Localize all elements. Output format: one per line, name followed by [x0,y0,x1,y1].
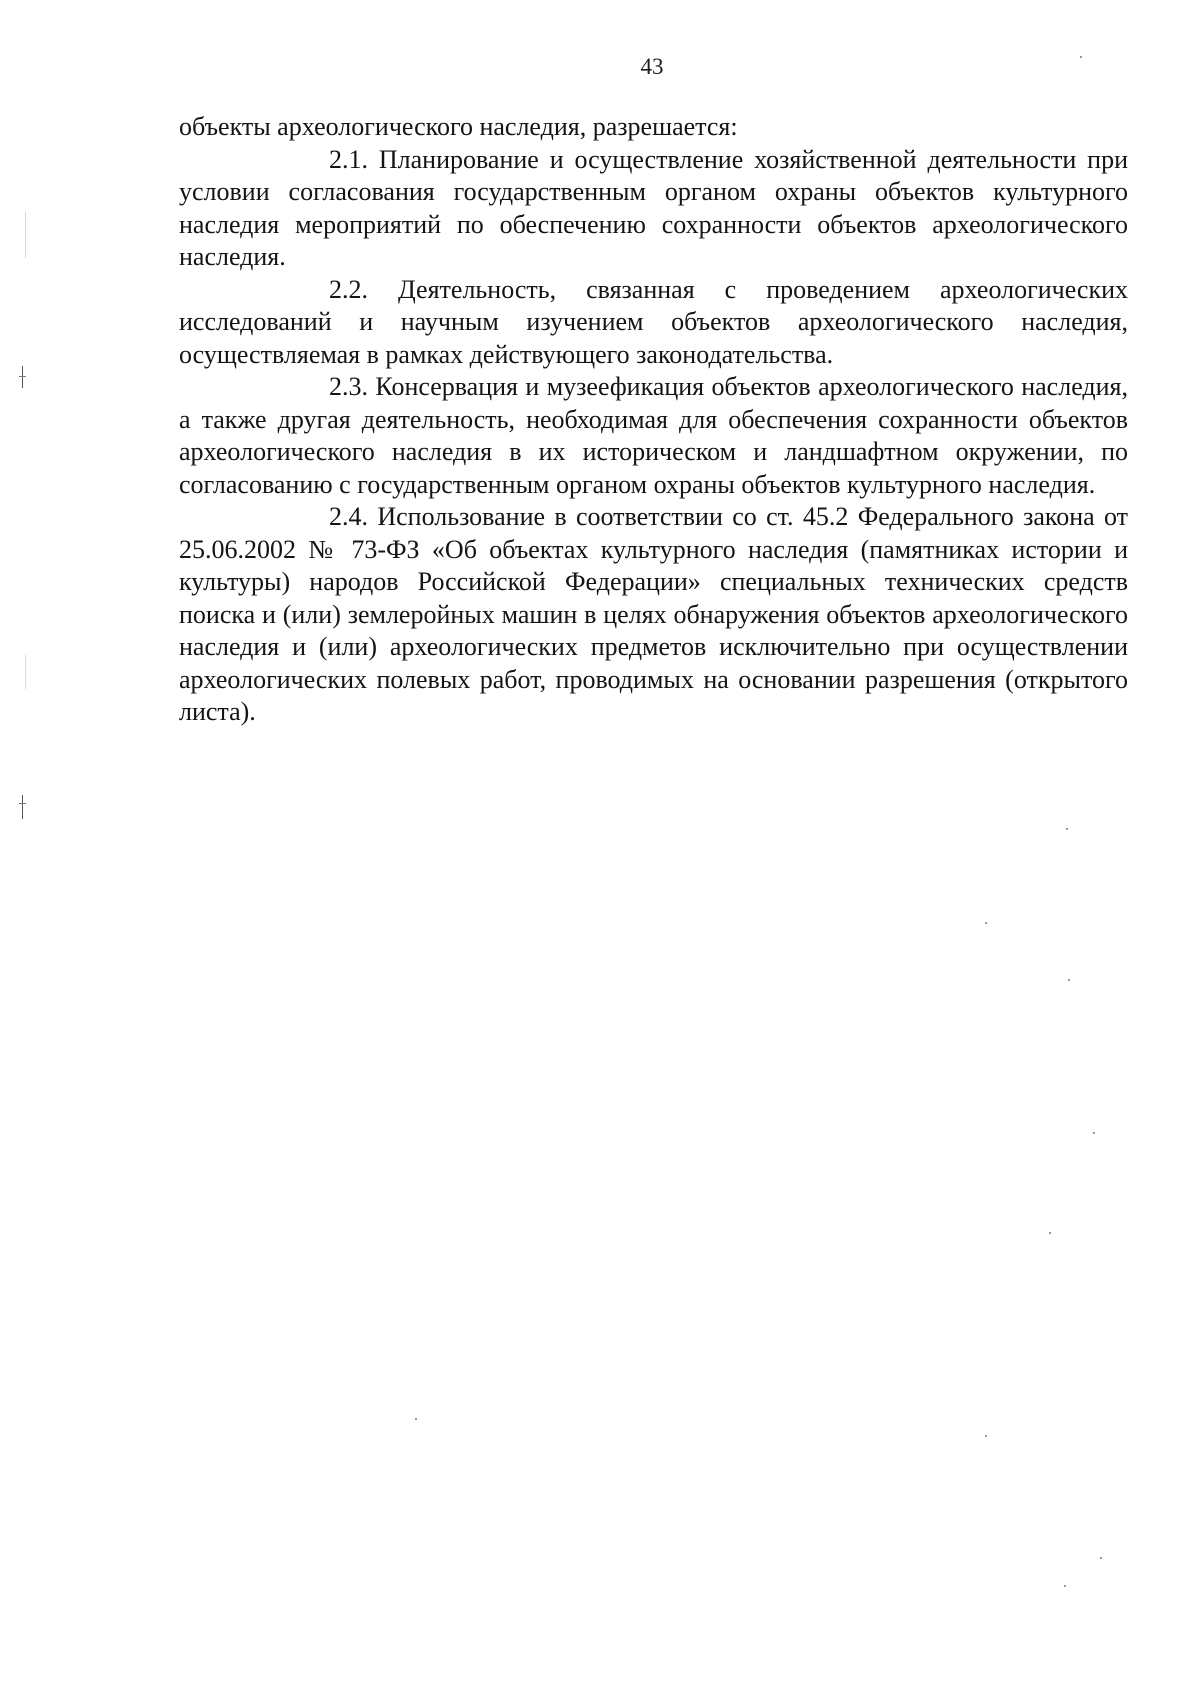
scan-artifact [22,795,23,819]
scan-speck [415,1418,417,1420]
item-text: Деятельность, связанная с проведением археологических исследований и научным изучением объектов археологического наследия, осуществляемая в рамках действующего законодательства. [179,274,1128,369]
list-item-2-3 [179,371,1128,501]
item-number: 2.2. [329,274,368,304]
item-number: 2.3. [329,372,368,401]
item-number: 2.1. [329,144,368,174]
list-item-2-2 [179,274,1128,372]
scan-speck [1049,1232,1051,1234]
scan-artifact [22,366,23,388]
intro-paragraph: объекты археологического наследия, разрешается: [179,112,738,141]
list-item-2-4 [179,501,1128,729]
item-text: Использование в соответствии со ст. 45.2 Федерального закона от 25.06.2002 № 73-ФЗ «Об объектах культурного наследия (памятниках истории и культуры) народов Российской Федерации» специальных технических средств поиска и (или) землеройных машин в целях обнаружения объектов археологического наследия и (или) археологических предметов исключительно при осуществлении археологических полевых работ, проводимых на основании разрешения (открытого листа). [179,502,1128,726]
item-number: 2.4. [329,502,368,531]
page-number: 43 [640,54,664,79]
scan-speck [1100,1557,1102,1559]
scan-artifact [25,655,26,689]
document-body [179,111,1128,729]
scan-speck [1066,828,1068,830]
scan-speck [1068,979,1070,981]
scan-artifact [19,803,26,804]
item-text: Планирование и осуществление хозяйственной деятельности при условии согласования государственным органом охраны объектов культурного наследия мероприятий по обеспечению сохранности объектов археологического наследия. [179,144,1129,271]
scan-speck [985,922,987,924]
scan-speck [1093,1132,1095,1134]
scan-artifact [19,376,26,377]
scan-speck [1064,1585,1066,1587]
scan-speck [985,1435,987,1437]
scan-artifact [25,212,26,258]
item-text: Консервация и музеефикация объектов археологического наследия, а также другая деятельность, необходимая для обеспечения сохранности объектов археологического наследия в их историческом и ландшафтном окружении, по согласованию с государственным органом охраны объектов культурного наследия. [179,372,1128,499]
list-item-2-1 [179,144,1128,274]
scan-speck [1080,56,1082,58]
